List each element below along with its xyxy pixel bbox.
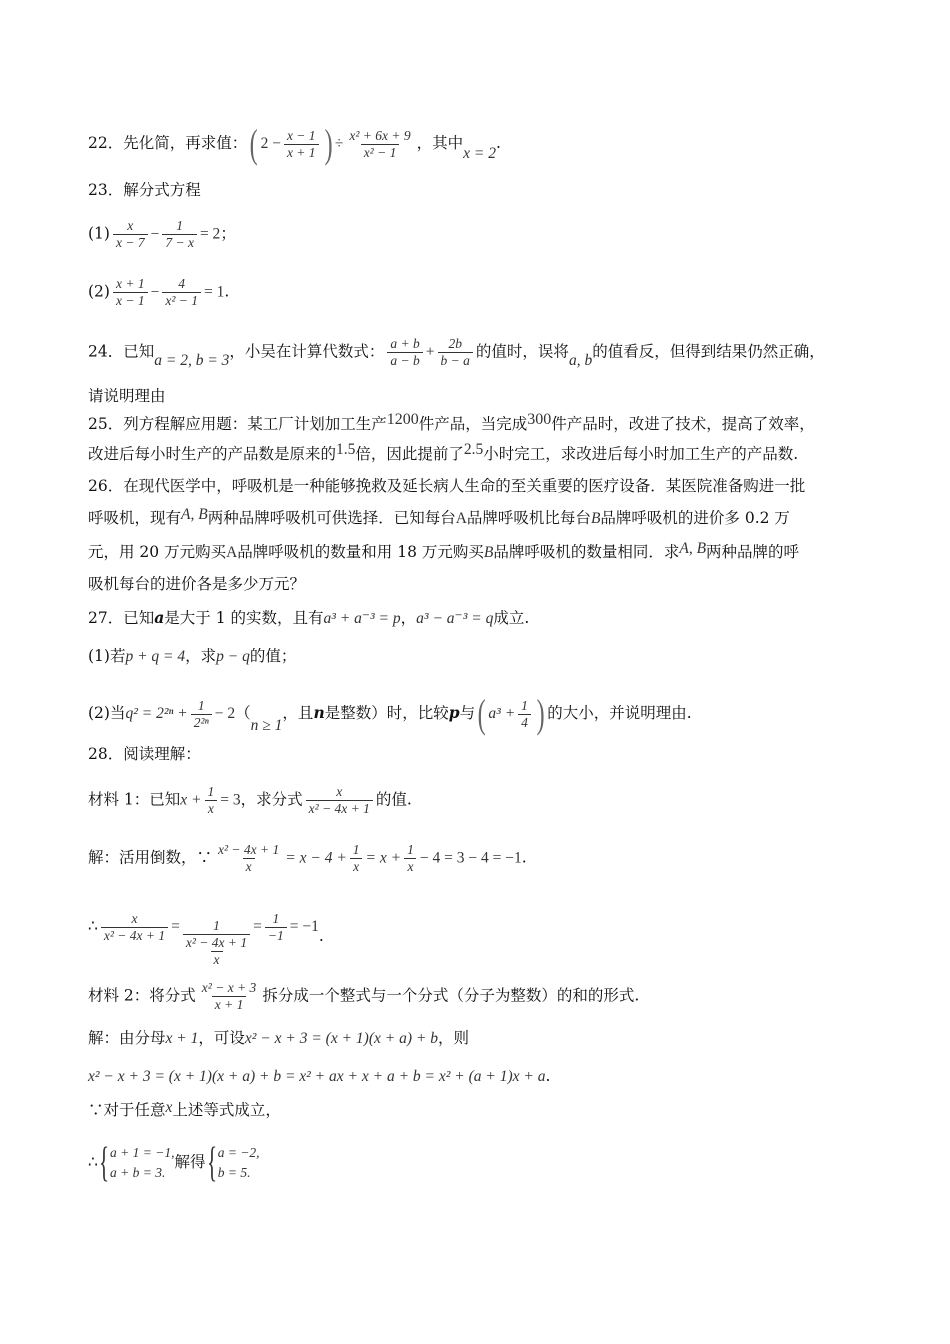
q23-p1-label: (1) xyxy=(88,224,110,243)
q26-l3a: 元，用 20 万元购买 xyxy=(88,543,227,561)
q23-p2-end: . xyxy=(224,282,230,301)
q28-s3e: x + 1 xyxy=(165,1030,199,1047)
q26-l2c: 品牌呼吸机比每台 xyxy=(466,509,591,527)
q28-solution-2 xyxy=(88,902,324,967)
q25-n3: 1.5 xyxy=(336,441,356,458)
q28-sol2: b = 5. xyxy=(217,1165,251,1180)
q28-s1g-den: x xyxy=(350,858,362,875)
q28-s4: x² − x + 3 = (x + 1)(x + a) + b = x² + ax + x + a + b = x² + (a + 1)x + a xyxy=(88,1068,546,1085)
question-25-line2 xyxy=(88,441,799,465)
q28-s1end: . xyxy=(521,848,527,867)
q27-p: p xyxy=(448,703,460,722)
q28-s5x: x xyxy=(165,1099,173,1116)
q28-s1-frac-3 xyxy=(404,842,417,875)
q25-l2b: 倍，因此提前了 xyxy=(355,445,464,463)
q28-s1e: = x − 4 + xyxy=(285,849,347,867)
q28-s2g-den-num: x² − 4x + 1 xyxy=(183,934,250,951)
q27-p1e: p + q = 4 xyxy=(125,648,186,665)
q28-s2-frac xyxy=(101,911,168,944)
q24-lead: 24．已知 xyxy=(88,342,155,361)
q23-p1-f2-den: 7 − x xyxy=(162,234,197,251)
q28-m2a: 材料 2：将分式 xyxy=(88,986,196,1005)
q22-f2-num: x² + 6x + 9 xyxy=(349,127,411,143)
q28-s2f-num: x xyxy=(131,910,138,926)
q27-p2d: 是整数）时，比较 xyxy=(324,704,449,722)
q23-p2-f2-num: 4 xyxy=(178,276,186,291)
q27-p2cond: n ≥ 1 xyxy=(250,717,283,734)
q26-B: B xyxy=(590,510,601,527)
q25-l1c: 件产品时，改进了技术，提高了效率， xyxy=(551,415,815,433)
q28-s2-complex-frac xyxy=(183,918,250,968)
q27-p2b: （ xyxy=(235,704,251,722)
q27-p2c: ，且 xyxy=(282,704,314,722)
q28-s6b: 解得 xyxy=(174,1153,206,1171)
q24-line2: 请说明理由 xyxy=(88,387,166,405)
q27-p2f-num: 1 xyxy=(197,697,205,713)
q28-s2-frac-3 xyxy=(265,911,287,944)
q27-part-2 xyxy=(88,691,692,736)
q28-m1e2: = 3 xyxy=(220,791,241,809)
q23-p2-minus: − xyxy=(150,283,160,301)
q26-A-2: A xyxy=(226,544,238,561)
q24-plus: + xyxy=(425,343,435,361)
q26-ab: A, B xyxy=(181,506,208,523)
q28-s1f-num: x² − 4x + 1 xyxy=(218,842,280,857)
q27-line1 xyxy=(88,608,529,629)
q23-p1-f2-num: 1 xyxy=(176,218,183,233)
q28-m1g-den: x² − 4x + 1 xyxy=(306,800,373,817)
q24-cond: a = 2, b = 3 xyxy=(154,351,230,369)
question-24 xyxy=(88,336,825,369)
q27-p2e3: 与 xyxy=(459,704,476,722)
q22-lead: 22．先化简，再求值： xyxy=(88,134,248,152)
q25-n1: 1200 xyxy=(386,411,419,428)
q27-p2x: a³ + xyxy=(488,705,516,722)
q27-p2f-den: 2²ⁿ xyxy=(191,714,212,731)
q22-mid: ，其中 xyxy=(416,134,464,152)
q22-two: 2 − xyxy=(260,135,281,152)
q28-s2h-den: −1 xyxy=(265,927,287,944)
q27-p2-frac xyxy=(191,698,212,731)
q28-s1-frac-2 xyxy=(350,842,363,875)
q28-s1g-num: 1 xyxy=(352,842,360,857)
q23-p1-f1-num: x xyxy=(127,218,134,233)
q26-B-2: B xyxy=(483,544,494,561)
q28-s2g-den-den: x xyxy=(211,951,223,968)
q28-s2h-num: 1 xyxy=(272,910,280,926)
q24-f2-den: b − a xyxy=(438,352,473,369)
q28-s1f-den: x xyxy=(243,858,255,875)
q23-p2-frac-2 xyxy=(162,276,201,309)
q23-p1-frac-1 xyxy=(113,218,148,251)
q28-s1h-den: x xyxy=(404,858,416,875)
q28-solution-system xyxy=(218,1143,260,1183)
q22-cond: x = 2 xyxy=(463,145,497,162)
q22-fraction-1 xyxy=(284,128,319,161)
q27-p2f: 的大小，并说明理由. xyxy=(547,704,692,722)
q28-solution-1 xyxy=(88,842,527,875)
q26-line1: 26．在现代医学中，呼吸机是一种能够挽救及延长病人生命的至关重要的医疗设备．某医院准备购进一批 xyxy=(88,477,806,495)
q28-s1h-num: 1 xyxy=(407,842,414,857)
q26-line2 xyxy=(88,508,790,529)
q24-frac-1 xyxy=(387,336,422,369)
q27-e1: a³ + a⁻³ = p xyxy=(323,610,401,627)
q28-s6a: ∴ xyxy=(88,1153,98,1171)
q22-f2-den: x² − 1 xyxy=(361,144,400,161)
q28-m2b: 拆分成一个整式与一个分式（分子为整数）的和的形式. xyxy=(262,986,640,1005)
q28-m1f-num: 1 xyxy=(207,784,215,799)
q25-l1b: 件产品，当完成 xyxy=(418,415,528,433)
paren-close: ) xyxy=(536,691,545,736)
q27-l1a: 27．已知 xyxy=(88,609,155,627)
q28-s1e2: = x + xyxy=(365,849,402,867)
q26-l2d: 品牌呼吸机的进价多 0.2 万 xyxy=(600,509,790,527)
q27-p2x-frac xyxy=(518,698,531,731)
q28-s2eq: = xyxy=(171,918,180,935)
q28-m2f-num: x² − x + 3 xyxy=(201,980,257,995)
q26-line4: 吸机每台的进价各是多少万元？ xyxy=(88,575,306,593)
q24-f2-num: 2b xyxy=(448,336,462,351)
q25-l1a: 25．列方程解应用题：某工厂计划加工生产 xyxy=(88,415,387,433)
q24-f1-num: a + b xyxy=(390,336,420,351)
q28-m1a: 材料 1：已知 xyxy=(88,790,181,809)
q28-s2end: . xyxy=(318,927,324,945)
q27-n: n xyxy=(313,703,325,722)
q25-n4: 2.5 xyxy=(463,441,484,458)
q28-m1c: 的值. xyxy=(375,790,412,809)
q28-m1-frac xyxy=(205,784,218,817)
q26-l3c: 品牌呼吸机的数量相同．求 xyxy=(493,543,680,561)
q28-solution-4 xyxy=(88,1066,550,1087)
q27-part-1 xyxy=(88,646,296,667)
q23-p1-rhs: = 2 xyxy=(199,225,221,243)
question-23-part-1 xyxy=(88,218,236,251)
q25-l2a: 改进后每小时生产的产品数是原来的 xyxy=(88,445,337,463)
paren-open: ( xyxy=(249,121,258,166)
q23-p2-label: (2) xyxy=(88,282,110,301)
q27-p2a: (2)当 xyxy=(88,704,126,722)
q28-solution-6 xyxy=(88,1142,260,1184)
q28-s1e3: − 4 = 3 − 4 = −1 xyxy=(419,849,522,867)
q28-s2f-den: x² − 4x + 1 xyxy=(101,927,168,944)
q24-frac-2 xyxy=(438,336,473,369)
q23-p1-frac-2 xyxy=(162,218,197,251)
q22-f1-num: x − 1 xyxy=(286,127,316,143)
q27-p2x-den: 4 xyxy=(518,714,531,731)
q23-p2-frac-1 xyxy=(113,276,148,309)
q27-e2: a³ − a⁻³ = q xyxy=(416,610,494,627)
q28-m1b: ，求分式 xyxy=(240,790,303,809)
q27-p1e2: p − q xyxy=(216,648,250,665)
q28-m1-frac-2 xyxy=(306,784,373,817)
q28-material-2 xyxy=(88,980,639,1013)
q27-p1a: (1)若 xyxy=(88,647,126,665)
q26-l2b: 两种品牌呼吸机可供选择．已知每台 xyxy=(207,509,456,527)
question-23-title: 23．解分式方程 xyxy=(88,181,201,199)
q28-m1e: x + xyxy=(180,791,202,809)
q28-s4end: . xyxy=(545,1067,551,1085)
q28-sys1: a + 1 = −1, xyxy=(110,1145,175,1160)
q24-mid2: 的值时，误将 xyxy=(475,342,569,361)
q24-mid3: 的值看反，但得到结果仍然正确， xyxy=(592,342,825,361)
q28-title: 28．阅读理解： xyxy=(88,745,201,763)
q26-A: A xyxy=(455,510,467,527)
q26-line3 xyxy=(88,542,799,563)
q26-ab-2: A, B xyxy=(679,540,707,557)
q28-solution-5 xyxy=(88,1100,281,1121)
q28-s2a: ∴ xyxy=(88,917,98,935)
q27-a: a xyxy=(154,608,165,627)
q22-div: ÷ xyxy=(334,135,344,152)
q28-solution-3 xyxy=(88,1028,469,1049)
q27-comma: ， xyxy=(400,609,417,627)
q28-system xyxy=(110,1143,174,1183)
q24-f1-den: a − b xyxy=(387,352,422,369)
question-25-line1 xyxy=(88,411,815,435)
q28-s5a: ∵对于任意 xyxy=(88,1101,166,1119)
question-22 xyxy=(88,121,501,166)
left-brace: { xyxy=(98,1140,110,1186)
q28-sol1: a = −2, xyxy=(217,1145,260,1160)
question-23-part-2 xyxy=(88,276,229,309)
q27-p1b: ，求 xyxy=(185,647,217,665)
q23-p1-f1-den: x − 7 xyxy=(113,234,148,251)
q28-s3c: ，则 xyxy=(437,1029,469,1047)
q27-p2x-num: 1 xyxy=(521,697,528,713)
q28-m1f-den: x xyxy=(205,800,217,817)
q28-s3e2: x² − x + 3 = (x + 1)(x + a) + b xyxy=(244,1030,438,1047)
q28-m2f-den: x + 1 xyxy=(212,996,247,1013)
q27-p2e2: − 2 xyxy=(214,705,236,722)
q28-s2g-num: 1 xyxy=(213,918,220,933)
q27-p1c: 的值； xyxy=(249,647,297,665)
q28-s1-frac xyxy=(215,842,282,875)
q28-s2e: = −1 xyxy=(289,918,319,935)
q28-s2eq2: = xyxy=(253,918,262,935)
q28-s1a: 解：活用倒数，∵ xyxy=(88,848,213,867)
q22-fraction-2 xyxy=(346,128,413,161)
q23-p2-rhs: = 1 xyxy=(203,283,225,301)
q23-p2-f2-den: x² − 1 xyxy=(162,292,201,309)
q28-m2-frac xyxy=(199,980,260,1013)
q28-s5b: 上述等式成立， xyxy=(172,1101,281,1119)
q28-s3b: ，可设 xyxy=(198,1029,245,1047)
q26-l3d: 两种品牌的呼 xyxy=(706,543,800,561)
paren-open: ( xyxy=(477,691,486,736)
q23-p2-f1-num: x + 1 xyxy=(115,276,145,291)
q27-p2e: q² = 2²ⁿ + xyxy=(125,705,188,722)
q25-n2: 300 xyxy=(527,411,552,428)
q27-l1c: 成立. xyxy=(493,609,530,627)
q25-l2c: 小时完工，求改进后每小时加工生产的产品数. xyxy=(483,445,799,463)
paren-close: ) xyxy=(324,121,333,166)
q28-s3a: 解：由分母 xyxy=(88,1029,166,1047)
q24-mid1: ，小吴在计算代数式： xyxy=(229,342,385,361)
q22-end: . xyxy=(496,134,501,152)
q26-l3b: 品牌呼吸机的数量和用 18 万元购买 xyxy=(237,543,484,561)
q28-material-1 xyxy=(88,784,412,817)
q23-p1-minus: − xyxy=(150,225,160,243)
q23-p1-end: ； xyxy=(220,224,236,243)
q28-m1g-num: x xyxy=(336,784,343,799)
q24-vars: a, b xyxy=(568,351,593,369)
q26-l2a: 呼吸机，现有 xyxy=(88,509,182,527)
q28-sys2: a + b = 3. xyxy=(110,1165,166,1180)
q27-l1b: 是大于 1 的实数，且有 xyxy=(164,609,324,627)
q23-p2-f1-den: x − 1 xyxy=(113,292,148,309)
q22-f1-den: x + 1 xyxy=(284,144,319,161)
left-brace: { xyxy=(206,1140,217,1186)
